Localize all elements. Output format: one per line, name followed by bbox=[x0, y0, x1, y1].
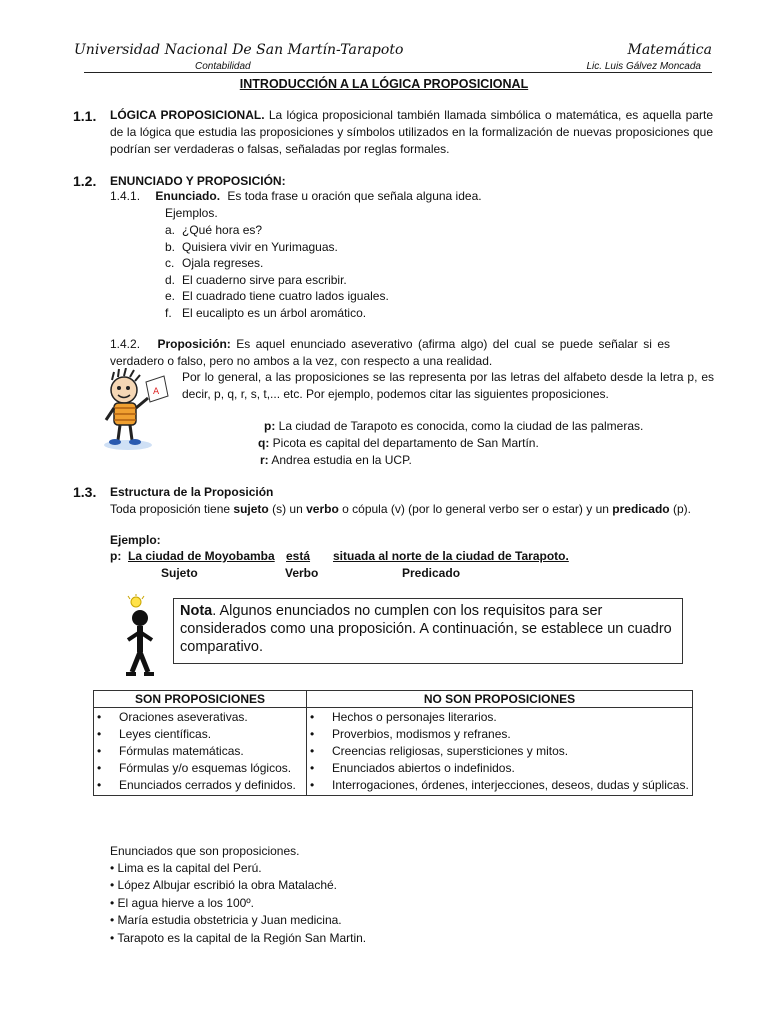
table-item-text: Proverbios, modismos y refranes. bbox=[332, 727, 511, 741]
example-item bbox=[165, 272, 389, 289]
proposition-key: q: bbox=[258, 436, 270, 450]
bullet: • bbox=[97, 778, 102, 792]
section-3-text-d: (p). bbox=[669, 502, 691, 516]
spacer bbox=[155, 336, 156, 337]
section-3-paragraph bbox=[110, 501, 713, 518]
bullet: • bbox=[97, 744, 102, 758]
examples-list bbox=[165, 222, 389, 321]
table-list-item bbox=[97, 726, 303, 743]
example-item bbox=[165, 288, 389, 305]
bullet: • bbox=[310, 761, 315, 775]
nota-label: Nota bbox=[180, 603, 213, 619]
example-item bbox=[165, 239, 389, 256]
proposition-text: Andrea estudia en la UCP. bbox=[268, 453, 412, 467]
section-3-text-a: Toda proposición tiene bbox=[110, 502, 234, 516]
teacher-name: Lic. Luis Gálvez Moncada bbox=[586, 61, 701, 72]
list2-item: • Tarapoto es la capital de la Región San Martin. bbox=[110, 930, 367, 945]
example-key: e. bbox=[165, 289, 176, 303]
proposition-item bbox=[258, 435, 643, 452]
list2-item: • Lima es la capital del Perú. bbox=[110, 861, 262, 875]
section-1-text: La lógica proposicional también llamada simbólica o matemática, es aquella parte de la lógica que estudia las proposiciones y símbolos utilizados en la formalización de nuevas proposiciones que podrían ser verdaderas o falsas, señaladas por reglas formales. bbox=[110, 108, 714, 156]
example-text: Quisiera vivir en Yurimaguas. bbox=[182, 239, 338, 254]
section-3-sujeto: sujeto bbox=[233, 502, 269, 516]
example-key: c. bbox=[165, 256, 175, 270]
table-item-text: Interrogaciones, órdenes, interjecciones, deseos, dudas y súplicas. bbox=[332, 778, 689, 792]
section-3-verbo: verbo bbox=[306, 502, 339, 516]
subsection-1-4-2-paragraph bbox=[110, 336, 670, 370]
table-list-item bbox=[310, 726, 689, 743]
table-item-text: Enunciados cerrados y definidos. bbox=[119, 778, 296, 792]
example-key: b. bbox=[165, 239, 176, 254]
label-verb: Verbo bbox=[285, 566, 319, 580]
proposition-text: La ciudad de Tarapoto es conocida, como la ciudad de las palmeras. bbox=[275, 419, 644, 433]
bullet: • bbox=[310, 727, 315, 741]
list2-items bbox=[110, 860, 366, 947]
section-1-heading: LÓGICA PROPOSICIONAL. bbox=[110, 108, 265, 122]
table-item-text: Fórmulas y/o esquemas lógicos. bbox=[119, 761, 292, 775]
table-cell-propositions bbox=[94, 708, 307, 796]
example-text: ¿Qué hora es? bbox=[182, 223, 263, 237]
student-clipart-icon bbox=[100, 368, 172, 452]
subsection-1-4-2-text: Es aquel enunciado aseverativo (afirma algo) del cual se puede señalar si es verdadero o falso, pero no ambos a la vez, con respecto a una realidad. bbox=[110, 337, 670, 368]
subsection-1-4-1-title: Enunciado. bbox=[155, 189, 221, 203]
label-subject: Sujeto bbox=[161, 566, 198, 580]
example-subject: La ciudad de Moyobamba bbox=[128, 549, 275, 563]
example-text: Ojala regreses. bbox=[182, 256, 264, 270]
subsection-1-4-1-line bbox=[110, 189, 482, 203]
table-list-item bbox=[97, 743, 303, 760]
bullet: • bbox=[310, 778, 315, 792]
section-3-predicado: predicado bbox=[612, 502, 670, 516]
example-verb: está bbox=[286, 549, 311, 563]
examples-label: Ejemplos. bbox=[165, 206, 218, 220]
example-text: El cuaderno sirve para escribir. bbox=[182, 272, 347, 287]
list2-item: • El agua hierve a los 100º. bbox=[110, 895, 255, 910]
section-3-example-p: p: bbox=[110, 549, 122, 563]
section-3-number: 1.3. bbox=[73, 484, 97, 500]
table-item-text: Fórmulas matemáticas. bbox=[119, 744, 244, 758]
table-list-item bbox=[310, 777, 689, 794]
table-item-text: Leyes científicas. bbox=[119, 727, 212, 741]
section-1-paragraph bbox=[110, 107, 713, 158]
bullet: • bbox=[97, 761, 102, 775]
university-name: Universidad Nacional De San Martín-Tarapoto bbox=[74, 42, 404, 58]
svg-text:A: A bbox=[153, 387, 160, 397]
lightbulb-figure-icon bbox=[118, 594, 168, 678]
table-list-item bbox=[310, 760, 689, 777]
table-list-item bbox=[310, 743, 689, 760]
nota-text: . Algunos enunciados no cumplen con los requisitos para ser considerados como una proposición. A continuación, se establece un cuadro comparativo. bbox=[180, 603, 672, 655]
table-item-text: Creencias religiosas, supersticiones y mitos. bbox=[332, 744, 569, 758]
example-key: d. bbox=[165, 272, 176, 287]
table-list-item bbox=[310, 709, 689, 726]
subsection-1-4-2-paragraph-2: Por lo general, a las proposiciones se las representa por las letras del alfabeto desde la letra p, es decir, p, q, r, s, t,... etc. Por ejemplo, podemos citar las siguientes proposiciones. bbox=[182, 370, 714, 401]
example-text: El cuadrado tiene cuatro lados iguales. bbox=[182, 289, 389, 303]
table-header-propositions: SON PROPOSICIONES bbox=[94, 691, 307, 708]
comparison-table bbox=[93, 690, 693, 796]
section-2-heading: ENUNCIADO Y PROPOSICIÓN: bbox=[110, 174, 286, 188]
bullet: • bbox=[310, 710, 315, 724]
propositions-list bbox=[258, 418, 643, 469]
bullet: • bbox=[310, 744, 315, 758]
section-1-number: 1.1. bbox=[73, 108, 97, 124]
section-3-text-c: o cópula (v) (por lo general verbo ser o estar) y un bbox=[338, 502, 613, 516]
proposition-item bbox=[264, 418, 643, 435]
proposition-item bbox=[260, 452, 643, 469]
non-propositions-list-cell bbox=[310, 709, 689, 794]
section-3-heading: Estructura de la Proposición bbox=[110, 485, 274, 499]
table-header-non-propositions: NO SON PROPOSICIONES bbox=[307, 691, 693, 708]
table-item-text: Hechos o personajes literarios. bbox=[332, 710, 497, 724]
section-3-example-label: Ejemplo: bbox=[110, 533, 161, 547]
subsection-1-4-1-number: 1.4.1. bbox=[110, 189, 141, 203]
bullet: • bbox=[97, 710, 102, 724]
example-item bbox=[165, 305, 389, 322]
example-key: a. bbox=[165, 223, 176, 237]
list2-heading: Enunciados que son proposiciones. bbox=[110, 844, 300, 858]
list2-item: • López Albujar escribió la obra Matalaché. bbox=[110, 878, 337, 893]
propositions-list-cell bbox=[97, 709, 303, 794]
subject-name: Matemática bbox=[627, 42, 712, 58]
section-3-text-b: (s) un bbox=[268, 502, 307, 516]
list2-item: • María estudia obstetricia y Juan medicina. bbox=[110, 913, 342, 928]
table-item-text: Enunciados abiertos o indefinidos. bbox=[332, 761, 515, 775]
page-title: INTRODUCCIÓN A LA LÓGICA PROPOSICIONAL bbox=[239, 77, 529, 91]
example-predicate: situada al norte de la ciudad de Tarapoto. bbox=[333, 549, 569, 563]
table-list-item bbox=[97, 777, 303, 794]
table-list-item bbox=[97, 760, 303, 777]
proposition-key: r: bbox=[260, 453, 269, 467]
career-name: Contabilidad bbox=[195, 61, 251, 72]
subsection-1-4-2-title: Proposición: bbox=[157, 337, 231, 351]
example-item bbox=[165, 255, 389, 272]
proposition-key: p: bbox=[264, 419, 276, 433]
label-predicate: Predicado bbox=[402, 566, 461, 580]
example-key: f. bbox=[165, 305, 172, 320]
table-cell-non-propositions bbox=[307, 708, 693, 796]
bullet: • bbox=[97, 727, 102, 741]
example-item bbox=[165, 222, 389, 239]
example-text: El eucalipto es un árbol aromático. bbox=[182, 305, 367, 320]
table-item-text: Oraciones aseverativas. bbox=[119, 710, 248, 724]
subsection-1-4-1-text: Es toda frase u oración que señala alguna idea. bbox=[227, 189, 482, 203]
table-list-item bbox=[97, 709, 303, 726]
section-2-number: 1.2. bbox=[73, 173, 97, 189]
proposition-text: Picota es capital del departamento de San Martín. bbox=[269, 436, 539, 450]
subsection-1-4-2-number: 1.4.2. bbox=[110, 337, 141, 351]
header-rule bbox=[84, 72, 712, 73]
nota-box bbox=[173, 598, 683, 664]
